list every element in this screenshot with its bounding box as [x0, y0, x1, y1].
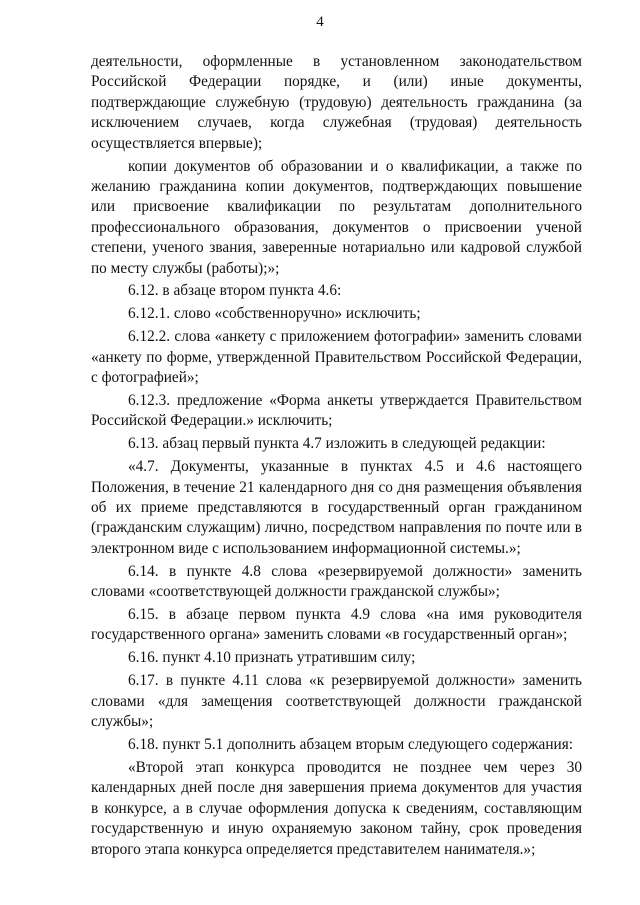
- paragraph-6-15: 6.15. в абзаце первом пункта 4.9 слова «на имя руководителя государственного органа» заменить словами «в государственный орган»;: [91, 606, 582, 644]
- paragraph-6-16: 6.16. пункт 4.10 признать утратившим силу;: [128, 649, 416, 667]
- paragraph-6-13: 6.13. абзац первый пункта 4.7 изложить в следующей редакции:: [128, 435, 546, 453]
- page-number: 4: [316, 14, 324, 30]
- paragraph-6-12-1: 6.12.1. слово «собственноручно» исключить;: [128, 305, 421, 323]
- paragraph-4-7-quote: «4.7. Документы, указанные в пунктах 4.5 и 4.6 настоящего Положения, в течение 21 календарного дня со дня размещения объявления об их приеме представляются в государственный орган гражданином (гражданским служащим) лично, посредством направления по почте или в электронном виде с использованием информационной системы.»;: [91, 458, 582, 557]
- paragraph-6-18: 6.18. пункт 5.1 дополнить абзацем вторым следующего содержания:: [128, 736, 574, 753]
- paragraph-continuation: деятельности, оформленные в установленном законодательством Российской Федерации порядке, и (или) иные документы, подтверждающие служебную (трудовую) деятельность гражданина (за исключением случаев, когда служебная (трудовая) деятельность осуществляется впервые);: [91, 53, 582, 152]
- paragraph-6-12-2: 6.12.2. слова «анкету с приложением фотографии» заменить словами «анкету по форме, утвержденной Правительством Российской Федерации, с фотографией»;: [91, 328, 582, 387]
- paragraph-education-copies: копии документов об образовании и о квалификации, а также по желанию гражданина копии документов, подтверждающих повышение или присвоение квалификации по результатам дополнительного профессионального образования, документов о присвоении ученой степени, ученого звания, заверенные нотариально или кадровой службой по месту службы (работы);»;: [91, 157, 582, 277]
- paragraph-6-12: 6.12. в абзаце втором пункта 4.6:: [128, 282, 342, 300]
- paragraph-6-17: 6.17. в пункте 4.11 слова «к резервируемой должности» заменить словами «для замещения соответствующей должности гражданской службы»;: [91, 672, 582, 731]
- paragraph-6-12-3: 6.12.3. предложение «Форма анкеты утверждается Правительством Российской Федерации.» исключить;: [91, 392, 582, 430]
- paragraph-6-14: 6.14. в пункте 4.8 слова «резервируемой должности» заменить словами «соответствующей должности гражданской службы»;: [91, 562, 582, 601]
- document-body: [91, 52, 582, 860]
- paragraph-second-stage-quote: «Второй этап конкурса проводится не позднее чем через 30 календарных дней после дня завершения приема документов для участия в конкурсе, а в случае оформления допуска к сведениям, составляющим государственную и иную охраняемую законом тайну, срок проведения второго этапа конкурса определяется представителем нанимателя.»;: [91, 758, 582, 858]
